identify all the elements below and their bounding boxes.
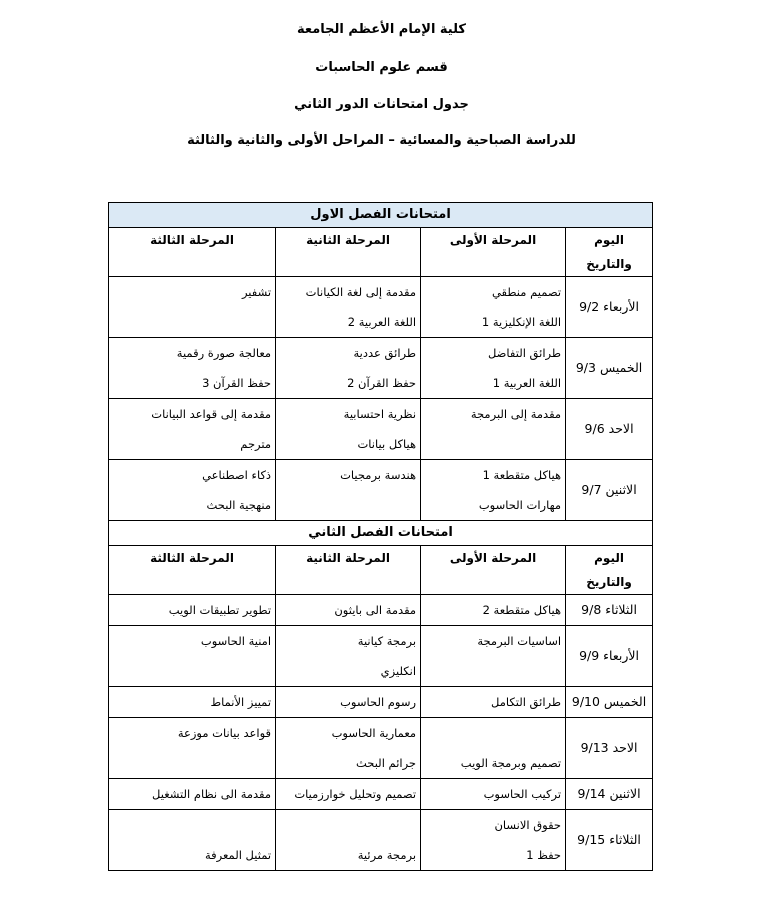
- subject-cell-s2: [276, 460, 421, 521]
- subject-cell-s2: [276, 687, 421, 718]
- semester-title-row: [109, 203, 653, 228]
- subject-name: مهارات الحاسوب: [478, 498, 562, 512]
- subject-cell-s2: [276, 779, 421, 810]
- subject-name: تصميم وبرمجة الويب: [460, 756, 562, 770]
- subject-cell-s2: [276, 338, 421, 399]
- day-date-cell: الخميس 9/3: [566, 338, 653, 399]
- column-header-row: [109, 546, 653, 595]
- column-header: المرحلة الأولى: [421, 546, 566, 595]
- department-name: قسم علوم الحاسبات: [315, 60, 448, 75]
- subject-cell-s3: [109, 460, 276, 521]
- subject-name: حفظ القرآن 2: [347, 376, 417, 390]
- day-date-cell: الأربعاء 9/9: [566, 626, 653, 687]
- day-date-cell: الاثنين 9/7: [566, 460, 653, 521]
- subject-cell-s3: [109, 718, 276, 779]
- table-row: [109, 460, 653, 521]
- subject-name: [113, 307, 271, 337]
- subject-name: تركيب الحاسوب: [483, 787, 562, 801]
- day-date-cell: الثلاثاء 9/15: [566, 810, 653, 871]
- table-row: [109, 595, 653, 626]
- day-date-cell: الاثنين 9/14: [566, 779, 653, 810]
- subject-name: طرائق التفاضل: [487, 346, 562, 360]
- subject-cell-s3: [109, 687, 276, 718]
- subject-cell-s1: [421, 338, 566, 399]
- subject-name: [280, 490, 416, 520]
- table-row: [109, 338, 653, 399]
- subject-name: طرائق عددية: [353, 346, 417, 360]
- table-row: [109, 779, 653, 810]
- table-row: [109, 277, 653, 338]
- subject-name: تمييز الأنماط: [210, 695, 272, 709]
- subject-name: تصميم وتحليل خوارزميات: [294, 787, 417, 801]
- day-date-cell: الثلاثاء 9/8: [566, 595, 653, 626]
- subject-cell-s1: [421, 399, 566, 460]
- subject-name: نظرية احتسابية: [343, 407, 417, 421]
- subject-cell-s3: [109, 399, 276, 460]
- semester-title-row: [109, 521, 653, 546]
- subject-name: هياكل متقطعة 2: [482, 603, 562, 617]
- day-date-cell: الاحد 9/6: [566, 399, 653, 460]
- subject-cell-s2: [276, 399, 421, 460]
- semester-title: امتحانات الفصل الاول: [109, 203, 653, 228]
- subject-name: هياكل بيانات: [357, 437, 417, 451]
- semester-title: امتحانات الفصل الثاني: [109, 521, 653, 546]
- subject-name: رسوم الحاسوب: [340, 695, 417, 709]
- day-date-cell: الاحد 9/13: [566, 718, 653, 779]
- subject-cell-s3: [109, 626, 276, 687]
- column-header: المرحلة الأولى: [421, 228, 566, 277]
- subject-cell-s1: [421, 779, 566, 810]
- subject-cell-s3: [109, 779, 276, 810]
- subject-name: مقدمة الى نظام التشغيل: [152, 787, 272, 801]
- subject-name: تمثيل المعرفة: [204, 848, 272, 862]
- subject-name: برمجة مرئية: [357, 848, 417, 862]
- subject-cell-s2: [276, 277, 421, 338]
- subject-name: حفظ 1: [526, 848, 562, 862]
- subject-name: [425, 718, 561, 748]
- table-row: [109, 810, 653, 871]
- subject-name: معمارية الحاسوب: [331, 726, 417, 740]
- subject-name: طرائق التكامل: [491, 695, 562, 709]
- subject-name: منهجية البحث: [206, 498, 272, 512]
- schedule-title: جدول امتحانات الدور الثاني: [294, 97, 469, 112]
- exam-schedule-table: [108, 202, 653, 871]
- subject-name: امنية الحاسوب: [200, 634, 272, 648]
- subject-name: ذكاء اصطناعي: [202, 468, 272, 482]
- table-row: [109, 399, 653, 460]
- subject-cell-s1: [421, 687, 566, 718]
- subject-cell-s1: [421, 277, 566, 338]
- subject-cell-s3: [109, 338, 276, 399]
- table-row: [109, 626, 653, 687]
- subject-name: [425, 656, 561, 686]
- subject-name: معالجة صورة رقمية: [176, 346, 272, 360]
- subject-name: اساسيات البرمجة: [477, 634, 562, 648]
- subject-cell-s1: [421, 460, 566, 521]
- column-header: اليوم والتاريخ: [566, 228, 653, 277]
- table-row: [109, 687, 653, 718]
- subject-name: اللغة الإنكليزية 1: [481, 315, 562, 329]
- subject-name: حفظ القرآن 3: [202, 376, 272, 390]
- subject-name: جرائم البحث: [356, 756, 417, 770]
- schedule-subtitle: للدراسة الصباحية والمسائية – المراحل الأولى والثانية والثالثة: [187, 133, 576, 148]
- subject-name: برمجة كيانية: [357, 634, 417, 648]
- subject-name: اللغة العربية 1: [492, 376, 562, 390]
- column-header: المرحلة الثانية: [276, 546, 421, 595]
- subject-name: [113, 656, 271, 686]
- subject-name: مقدمة إلى لغة الكيانات: [305, 285, 417, 299]
- subject-name: اللغة العربية 2: [347, 315, 417, 329]
- subject-name: تصميم منطقي: [491, 285, 562, 299]
- subject-cell-s2: [276, 718, 421, 779]
- subject-name: [280, 810, 416, 840]
- subject-name: [425, 429, 561, 459]
- subject-name: هندسة برمجيات: [340, 468, 417, 482]
- subject-cell-s1: [421, 810, 566, 871]
- subject-name: مقدمة الى بايثون: [334, 603, 417, 617]
- subject-cell-s1: [421, 718, 566, 779]
- column-header: المرحلة الثالثة: [109, 228, 276, 277]
- subject-name: مترجم: [240, 437, 272, 451]
- column-header: المرحلة الثانية: [276, 228, 421, 277]
- college-name: كلية الإمام الأعظم الجامعة: [297, 22, 466, 37]
- subject-name: انكليزي: [380, 664, 417, 678]
- table-row: [109, 718, 653, 779]
- subject-cell-s2: [276, 595, 421, 626]
- subject-name: قواعد بيانات موزعة: [177, 726, 272, 740]
- day-date-cell: الخميس 9/10: [566, 687, 653, 718]
- subject-cell-s3: [109, 595, 276, 626]
- day-date-cell: الأربعاء 9/2: [566, 277, 653, 338]
- subject-cell-s1: [421, 595, 566, 626]
- subject-cell-s3: [109, 810, 276, 871]
- subject-name: مقدمة إلى قواعد البيانات: [151, 407, 272, 421]
- subject-cell-s3: [109, 277, 276, 338]
- subject-cell-s2: [276, 626, 421, 687]
- subject-name: [113, 810, 271, 840]
- subject-name: تشفير: [241, 285, 272, 299]
- subject-cell-s1: [421, 626, 566, 687]
- subject-name: هياكل متقطعة 1: [482, 468, 562, 482]
- subject-name: مقدمة إلى البرمجة: [470, 407, 562, 421]
- subject-name: [113, 748, 271, 778]
- column-header: اليوم والتاريخ: [566, 546, 653, 595]
- column-header-row: [109, 228, 653, 277]
- column-header: المرحلة الثالثة: [109, 546, 276, 595]
- subject-name: تطوير تطبيقات الويب: [168, 603, 272, 617]
- subject-name: حقوق الانسان: [494, 818, 562, 832]
- subject-cell-s2: [276, 810, 421, 871]
